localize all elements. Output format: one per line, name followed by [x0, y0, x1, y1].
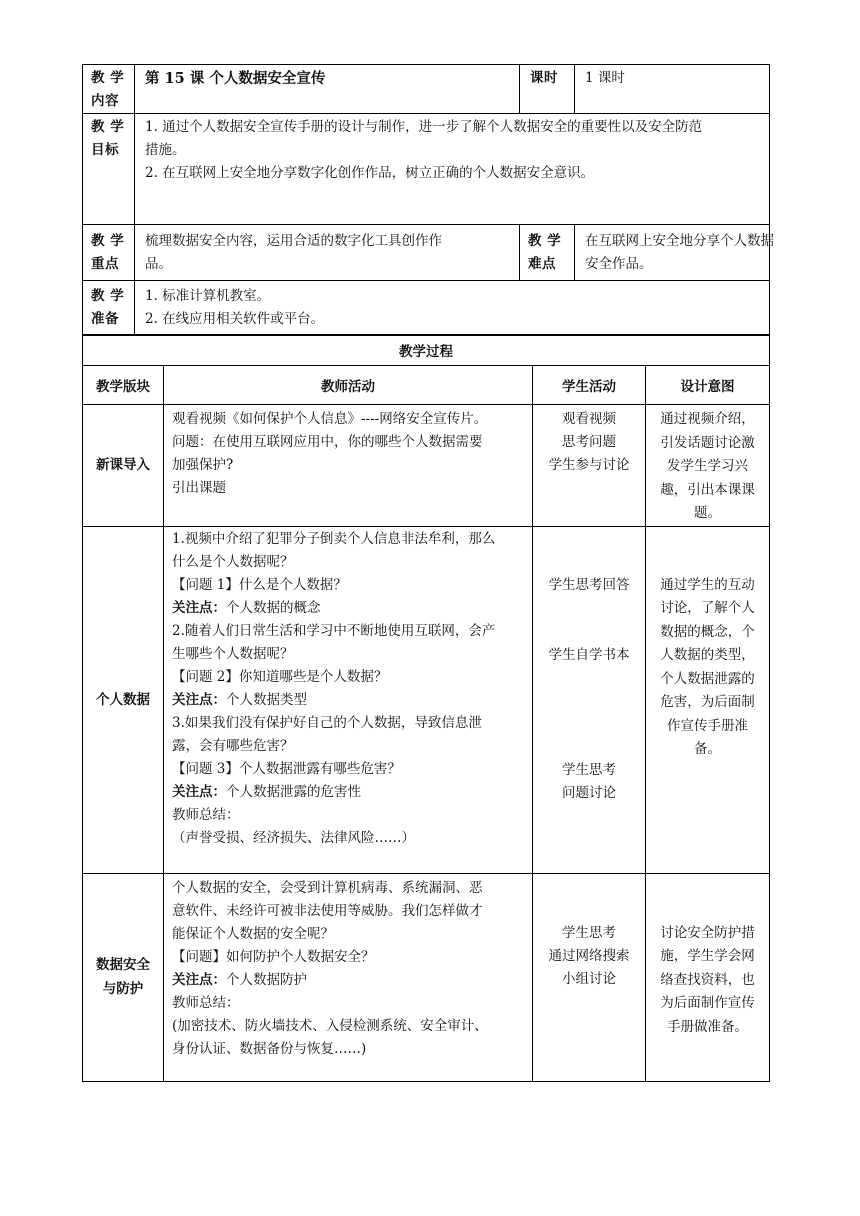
period-value: 1 课时 — [575, 65, 770, 114]
focus-key: 关注点： — [172, 691, 226, 708]
section-name: 数据安全 与防护 — [83, 873, 164, 1081]
lesson-title: 第 15 课 个人数据安全宣传 — [145, 70, 326, 87]
header-teacher: 教师活动 — [164, 366, 533, 405]
objectives-text: 1. 通过个人数据安全宣传手册的设计与制作，进一步了解个人数据安全的重要性以及安全防范 措施。 2. 在互联网上安全地分享数字化创作作品，树立正确的个人数据安全意识。 — [135, 114, 770, 225]
lesson-info-table — [82, 64, 775, 336]
table-row — [83, 526, 770, 873]
process-title: 教学过程 — [83, 335, 770, 366]
header-student: 学生活动 — [533, 366, 646, 405]
teacher-activity: 个人数据的安全，会受到计算机病毒、系统漏洞、恶 意软件、未经许可被非法使用等威胁。我们怎样做才 能保证个人数据的安全呢？ 【问题】如何防护个人数据安全？ 关注点：个人数据防护 教师总结： (加密技术、防火墙技术、入侵检测系统、安全审计、 身份认证、数据备份与恢复……) — [164, 873, 533, 1081]
teacher-activity: 观看视频《如何保护个人信息》----网络安全宣传片。 问题：在使用互联网应用中，你的哪些个人数据需要 加强保护? 引出课题 — [164, 405, 533, 527]
table-row — [83, 873, 770, 1081]
focus-key: 关注点： — [172, 783, 226, 800]
preparation-label: 教 学 准备 — [83, 281, 135, 336]
difficulties-label: 教 学 难点 — [520, 225, 575, 281]
focus-value: 个人数据泄露的危害性 — [226, 783, 361, 800]
focus-value: 个人数据防护 — [226, 971, 307, 988]
focus-key: 关注点： — [172, 971, 226, 988]
student-activity: 学生思考回答 学生自学书本 学生思考 问题讨论 — [533, 526, 646, 873]
focus-point — [172, 969, 526, 992]
teacher-activity: 1.视频中介绍了犯罪分子倒卖个人信息非法牟利，那么 什么是个人数据呢？ 【问题 1】什么是个人数据？ 关注点：个人数据的概念 2.随着人们日常生活和学习中不断地使用互联网，会产 生哪些个人数据呢？ 【问题 2】你知道哪些是个人数据？ 关注点：个人数据类型 3.如果我们没有保护好自己的个人数据，导致信息泄 露，会有哪些危害？ 【问题 3】个人数据泄露有哪些危害？ 关注点：个人数据泄露的危害性 教师总结： （声誉受损、经济损失、法律风险……） — [164, 526, 533, 873]
difficulties-text: 在互联网上安全地分享个人数据 安全作品。 — [575, 225, 770, 281]
focus-point — [172, 781, 526, 804]
lesson-title-cell — [135, 65, 520, 114]
focus-value: 个人数据类型 — [226, 691, 307, 708]
table-row — [83, 405, 770, 527]
key-points-text: 梳理数据安全内容，运用合适的数字化工具创作作 品。 — [135, 225, 520, 281]
student-activity: 观看视频 思考问题 学生参与讨论 — [533, 405, 646, 527]
header-section: 教学版块 — [83, 366, 164, 405]
period-label: 课时 — [520, 65, 575, 114]
focus-value: 个人数据的概念 — [226, 599, 321, 616]
header-design: 设计意图 — [646, 366, 770, 405]
section-name: 新课导入 — [83, 405, 164, 527]
teaching-process-table — [82, 334, 770, 1082]
design-intent: 通过学生的互动 讨论，了解个人 数据的概念，个 人数据的类型， 个人数据泄露的 危害，为后面制 作宣传手册准 备。 — [646, 526, 770, 873]
student-activity: 学生思考 通过网络搜索 小组讨论 — [533, 873, 646, 1081]
key-points-label: 教 学 重点 — [83, 225, 135, 281]
focus-key: 关注点： — [172, 599, 226, 616]
objectives-label: 教 学 目标 — [83, 114, 135, 225]
preparation-text: 1. 标准计算机教室。 2. 在线应用相关软件或平台。 — [135, 281, 770, 336]
design-intent: 讨论安全防护措 施，学生学会网 络查找资料，也 为后面制作宣传 手册做准备。 — [646, 873, 770, 1081]
section-name: 个人数据 — [83, 526, 164, 873]
content-label: 教 学 内容 — [83, 65, 135, 114]
design-intent: 通过视频介绍， 引发话题讨论激 发学生学习兴 趣，引出本课课 题。 — [646, 405, 770, 527]
focus-point — [172, 689, 526, 712]
focus-point — [172, 597, 526, 620]
